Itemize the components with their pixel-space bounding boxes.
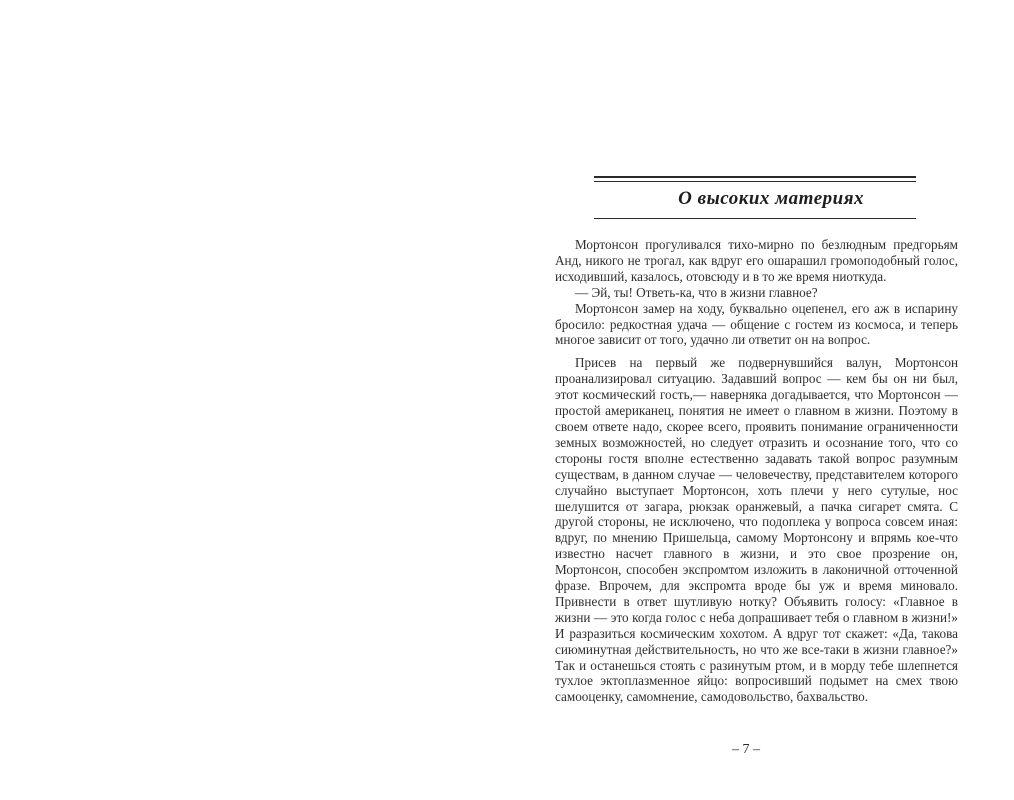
chapter-header	[594, 176, 916, 222]
chapter-title: О высоких материях	[678, 188, 864, 209]
header-rule-thin	[594, 181, 916, 182]
chapter-body	[555, 237, 958, 705]
paragraph-3: Мортонсон замер на ходу, буквально оцепенел, его аж в испарину бросило: редкостная удача — общение с гостем из космоса, и теперь многое зависит от того, удачно ли ответит он на вопрос.	[555, 300, 958, 348]
paragraph-4: Присев на первый же подвернувшийся валун, Мортонсон проанализировал ситуацию. Задавший вопрос — кем бы он ни был, этот космический гость,— наверняка догадывается, что Мортонсон — простой американец, понятия не имеет о главном в жизни. Поэтому в своем ответе надо, скорее всего, проявить понимание ограниченности земных возможностей, но следует отразить и осознание того, что со стороны гостя вполне естественно задавать такой вопрос разумным существам, в данном случае — человечеству, представителем которого случайно выступает Мортонсон, хоть плечи у него сутулые, нос шелушится от загара, рюкзак оранжевый, а пачка сигарет смята. С другой стороны, не исключено, что подоплека у вопроса совсем иная: вдруг, по мнению Пришельца, самому Мортонсону и впрямь кое-что известно насчет главного в жизни, и это свое прозрение он, Мортонсон, способен экспромтом изложить в лаконичной отточенной фразе. Впрочем, для экспромта вроде бы уж и время миновало. Привнести в ответ шутливую нотку? Объявить голосу: «Главное в жизни — это когда голос с неба допрашивает тебя о главном в жизни!» И разразиться космическим хохотом. А вдруг тот скажет: «Да, такова сиюминутная действительность, но что же все-таки в жизни главное?» Так и останешься стоять с разинутым ртом, и в морду тебе шлепнется тухлое эктоплазменное яйцо: вопросивший подымет на смех твою самооценку, самомнение, самодовольство, бахвальство.	[555, 355, 958, 705]
header-rule-thick	[594, 176, 916, 178]
paragraph-1: Мортонсон прогуливался тихо-мирно по безлюдным предгорьям Анд, никого не трогал, как вдруг его ошарашил громоподобный голос, исходивший, казалось, отовсюду и в то же время ниоткуда.	[555, 237, 958, 284]
paragraph-2: — Эй, ты! Ответь-ка, что в жизни главное?	[575, 284, 818, 300]
header-rule-bottom	[594, 218, 916, 219]
page-number: – 7 –	[732, 742, 760, 757]
